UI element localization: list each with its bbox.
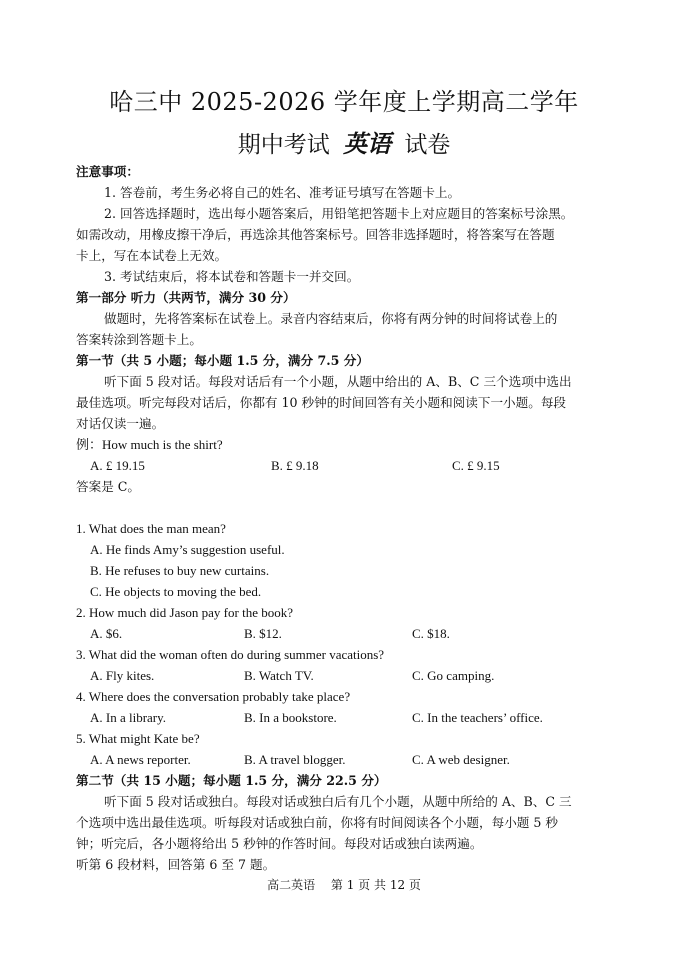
question-4: 4. Where does the conversation probably take place?: [76, 689, 351, 704]
question-4-option-c: C. In the teachers’ office.: [412, 710, 543, 725]
question-3-option-c: C. Go camping.: [412, 668, 495, 683]
part1-intro-line1: 做题时，先将答案标在试卷上。录音内容结束后，你将有两分钟的时间将试卷上的: [104, 311, 558, 326]
example-question: 例：How much is the shirt?: [76, 437, 223, 452]
question-5: 5. What might Kate be?: [76, 731, 200, 746]
section2-intro-line3: 钟；听完后，各小题将给出 5 秒钟的作答时间。每段对话或独白读两遍。: [76, 836, 483, 851]
question-1: 1. What does the man mean?: [76, 521, 226, 536]
notice-item-2-line3: 卡上，写在本试卷上无效。: [76, 248, 228, 263]
question-1-option-c: C. He objects to moving the bed.: [90, 584, 262, 599]
question-1-option-b: B. He refuses to buy new curtains.: [90, 563, 270, 578]
part1-heading: 第一部分 听力（共两节，满分 30 分）: [76, 290, 296, 305]
page-footer: [0, 876, 688, 893]
notice-item-1: 1. 答卷前，考生务必将自己的姓名、准考证号填写在答题卡上。: [104, 185, 461, 200]
section1-intro-line3: 对话仅读一遍。: [76, 416, 165, 431]
question-5-option-a: A. A news reporter.: [90, 752, 191, 767]
section2-intro-line2: 个选项中选出最佳选项。听每段对话或独白前，你将有时间阅读各个小题，每小题 5 秒: [76, 815, 558, 830]
notice-item-3: 3. 考试结束后，将本试卷和答题卡一并交回。: [104, 269, 360, 284]
question-5-option-b: B. A travel blogger.: [244, 752, 346, 767]
section2-heading: 第二节（共 15 小题；每小题 1.5 分，满分 22.5 分）: [76, 773, 387, 788]
question-2-option-b: B. $12.: [244, 626, 282, 641]
section2-intro-line1: 听下面 5 段对话或独白。每段对话或独白后有几个小题，从题中所给的 A、B、C 三: [104, 794, 572, 809]
section1-heading: 第一节（共 5 小题；每小题 1.5 分，满分 7.5 分）: [76, 353, 369, 368]
section1-intro-line2: 最佳选项。听完每段对话后，你都有 10 秒钟的时间回答有关小题和阅读下一小题。每段: [76, 395, 567, 410]
footer-subject: 高二英语: [267, 878, 316, 892]
question-1-option-a: A. He finds Amy’s suggestion useful.: [90, 542, 285, 557]
example-option-a: A. £ 19.15: [90, 458, 145, 473]
question-5-option-c: C. A web designer.: [412, 752, 510, 767]
notice-heading: 注意事项：: [76, 164, 139, 179]
footer-page-number: 第 1 页 共 12 页: [330, 878, 421, 892]
notice-item-2-line2: 如需改动，用橡皮擦干净后，再选涂其他答案标号。回答非选择题时，将答案写在答题: [76, 227, 555, 242]
example-answer: 答案是 C。: [76, 479, 141, 494]
exam-title-line1: 哈三中 2025-2026 学年度上学期高二学年: [109, 88, 579, 116]
question-2: 2. How much did Jason pay for the book?: [76, 605, 293, 620]
exam-title-line2: [0, 124, 688, 159]
question-3-option-b: B. Watch TV.: [244, 668, 314, 683]
part1-intro-line2: 答案转涂到答题卡上。: [76, 332, 202, 347]
question-3: 3. What did the woman often do during summer vacations?: [76, 647, 385, 662]
question-4-option-a: A. In a library.: [90, 710, 167, 725]
section1-intro-line1: 听下面 5 段对话。每段对话后有一个小题，从题中给出的 A、B、C 三个选项中选出: [104, 374, 572, 389]
subject-name: 英语: [343, 129, 391, 158]
title-suffix: 试卷: [404, 132, 451, 158]
question-2-option-c: C. $18.: [412, 626, 450, 641]
example-option-b: B. £ 9.18: [271, 458, 319, 473]
title-prefix: 期中考试: [237, 132, 330, 158]
question-4-option-b: B. In a bookstore.: [244, 710, 337, 725]
notice-item-2-line1: 2. 回答选择题时，选出每小题答案后，用铅笔把答题卡上对应题目的答案标号涂黑。: [104, 206, 574, 221]
question-2-option-a: A. $6.: [90, 626, 123, 641]
section2-instruction: 听第 6 段材料，回答第 6 至 7 题。: [76, 857, 276, 872]
question-3-option-a: A. Fly kites.: [90, 668, 155, 683]
example-option-c: C. £ 9.15: [452, 458, 500, 473]
